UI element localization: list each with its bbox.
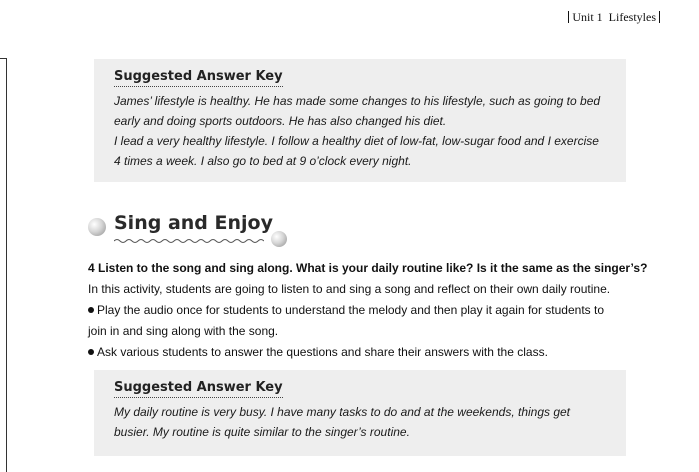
answer-key-2-line-2: busier. My routine is quite similar to the singer’s routine. (114, 425, 410, 439)
answer-key-box-1 (94, 59, 626, 182)
header-divider-right (659, 11, 660, 23)
bubble-small-icon (271, 231, 287, 247)
wavy-underline-icon (114, 238, 264, 244)
section-title: Sing and Enjoy (114, 212, 273, 234)
header-topic: Lifestyles (608, 10, 656, 24)
answer-key-1-line-3: I lead a very healthy lifestyle. I follow a healthy diet of low-fat, low-sugar food and I exercise (114, 134, 599, 148)
activity-bullet-2-text: Ask various students to answer the questions and share their answers with the class. (97, 345, 548, 359)
bubble-icon (88, 218, 106, 236)
activity-bullet-1-text: Play the audio once for students to understand the melody and then play it again for students to (97, 303, 604, 317)
header-unit: Unit 1 (572, 10, 603, 24)
activity-bullet-2 (88, 342, 648, 363)
answer-key-title-2: Suggested Answer Key (114, 380, 283, 398)
bullet-icon (88, 307, 94, 313)
answer-key-1-line-1: James’ lifestyle is healthy. He has made some changes to his lifestyle, such as going to bed (114, 94, 601, 108)
page-margin-rule (0, 58, 7, 472)
header-divider-left (568, 11, 569, 23)
section-heading (88, 212, 308, 252)
running-header (565, 10, 663, 25)
answer-key-1-line-2: early and doing sports outdoors. He has also changed his diet. (114, 114, 447, 128)
answer-key-title-1: Suggested Answer Key (114, 69, 283, 87)
answer-key-2-line-1: My daily routine is very busy. I have many tasks to do and at the weekends, things get (114, 405, 571, 419)
activity-question: 4 Listen to the song and sing along. What is your daily routine like? Is it the same as the singer’s? (88, 261, 648, 275)
activity-bullet-1-continued: join in and sing along with the song. (88, 324, 279, 338)
activity-instructions (88, 258, 648, 363)
answer-key-1-line-4: 4 times a week. I also go to bed at 9 o’clock every night. (114, 154, 412, 168)
activity-bullet-1 (88, 300, 648, 321)
bullet-icon (88, 349, 94, 355)
activity-intro: In this activity, students are going to listen to and sing a song and reflect on their own daily routine. (88, 282, 611, 296)
answer-key-box-2 (94, 370, 626, 456)
